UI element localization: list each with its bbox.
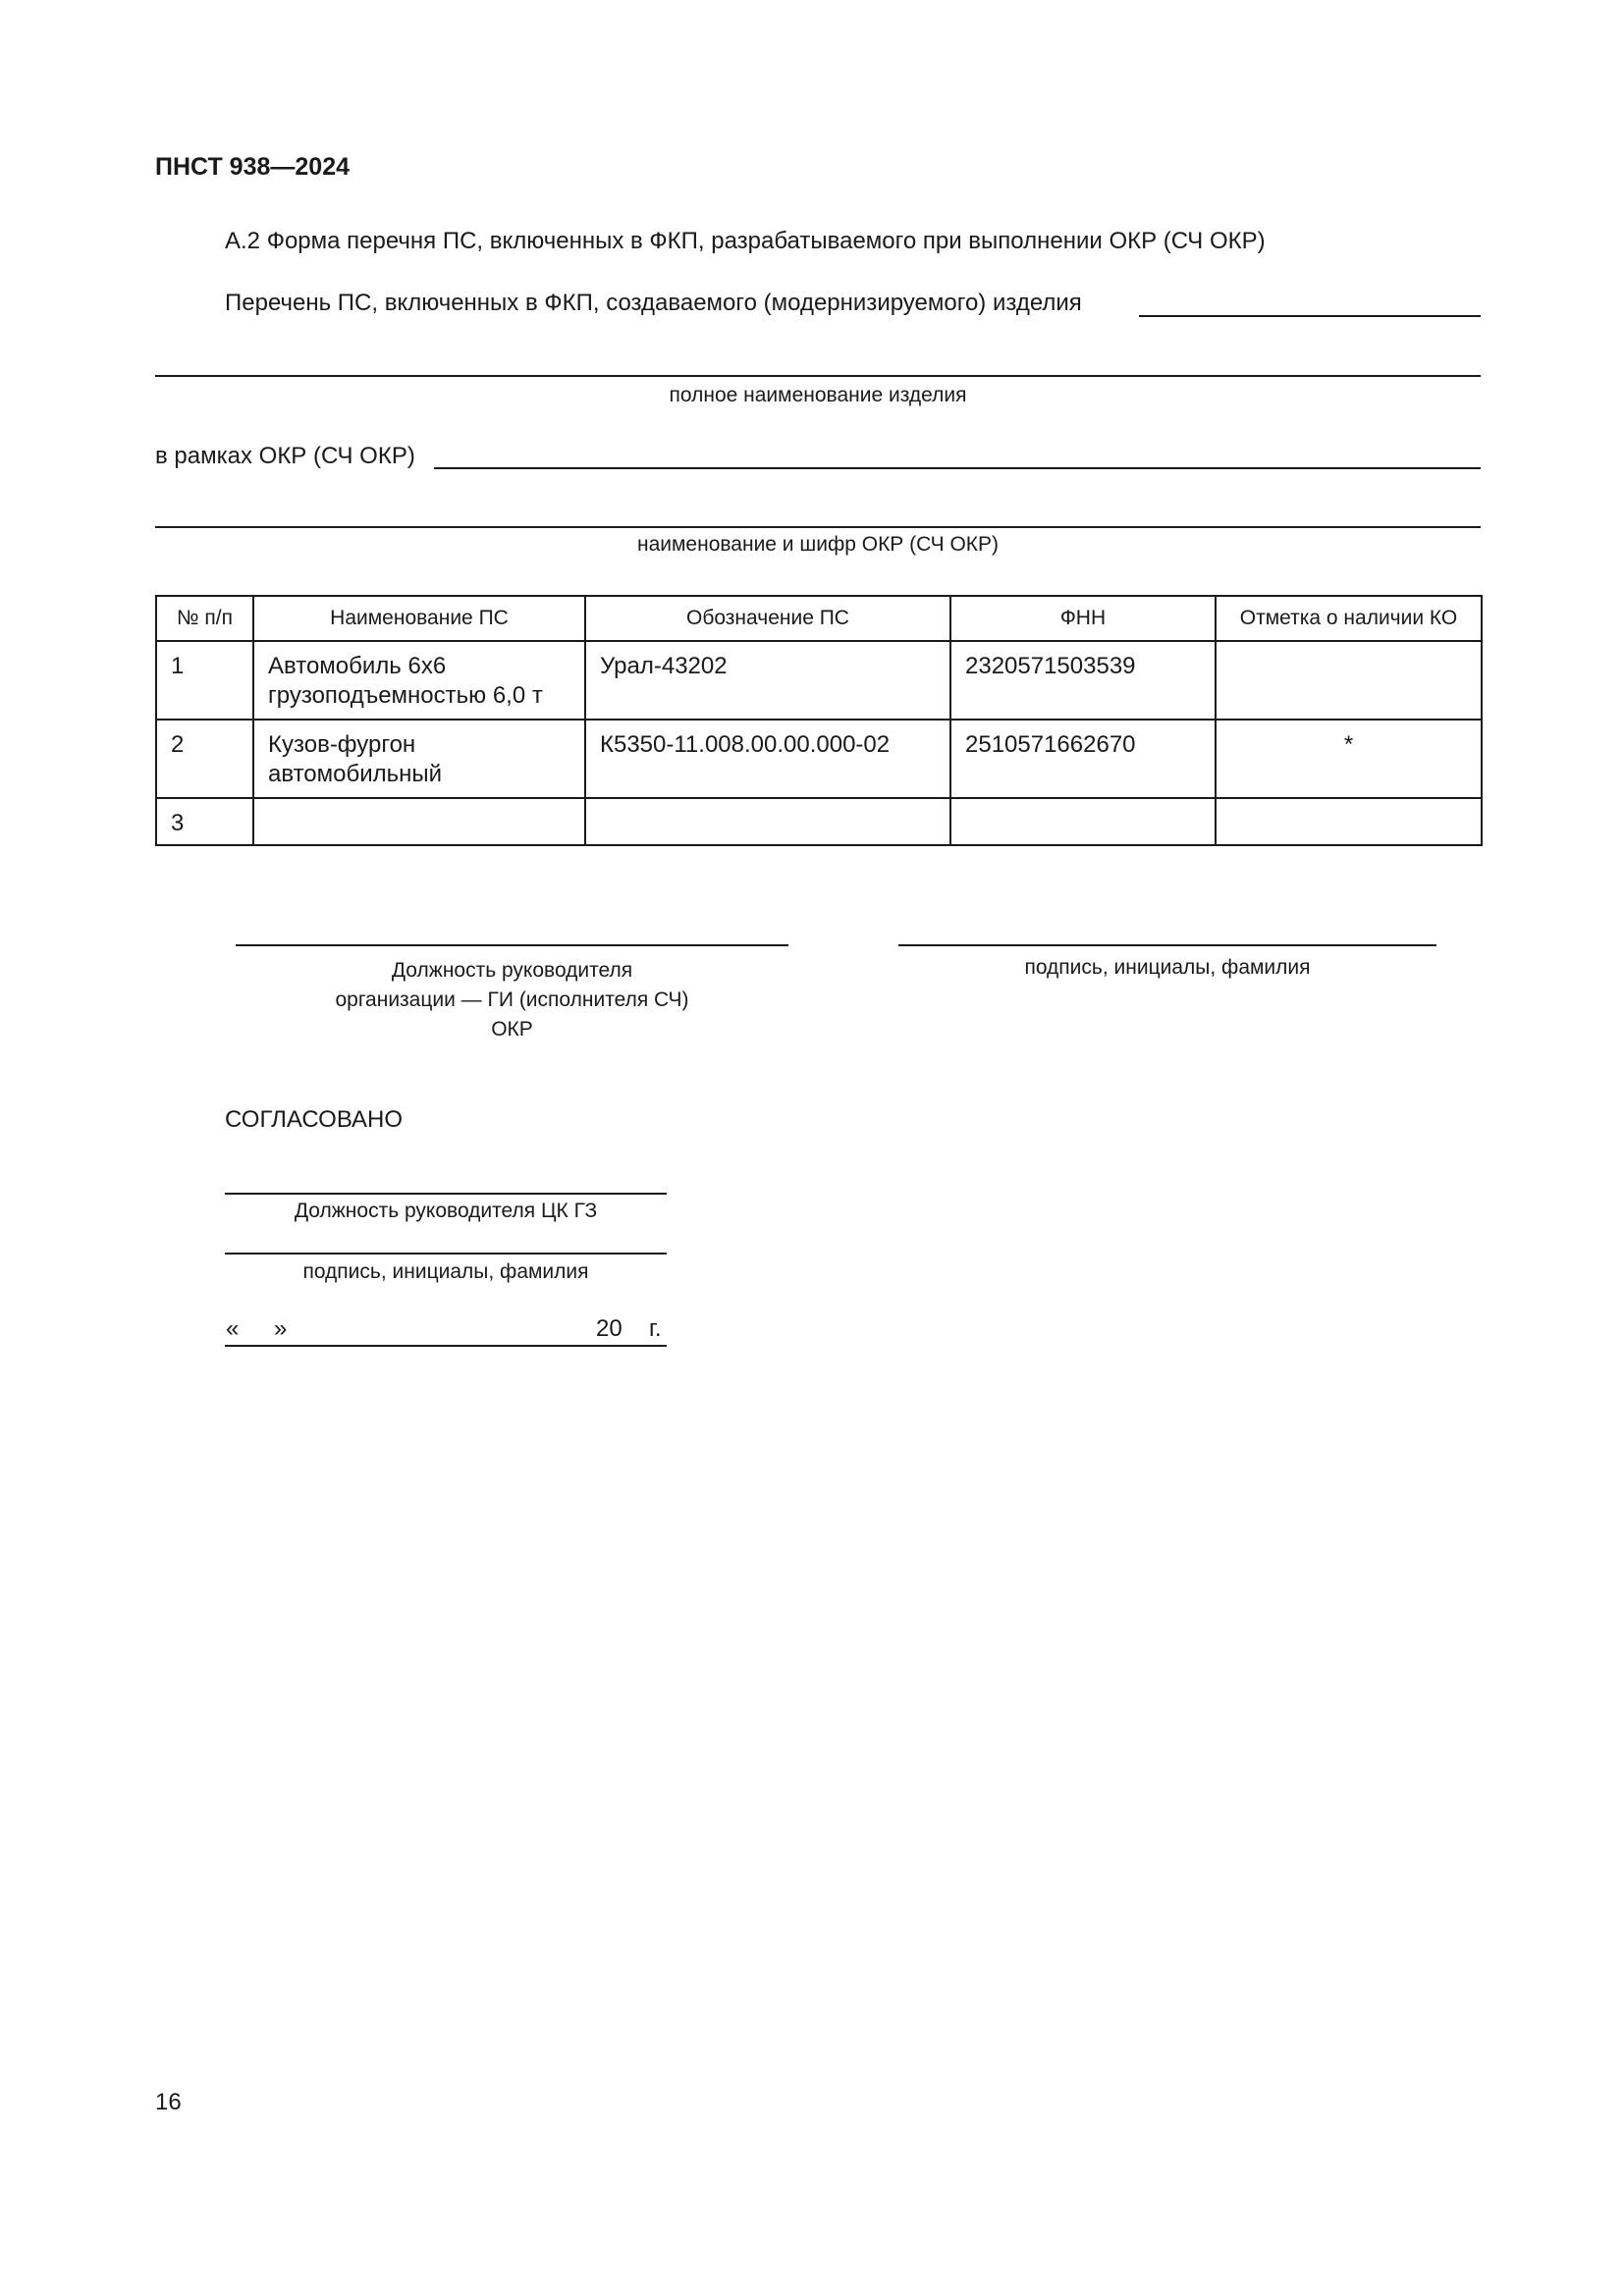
cell-ko-mark: * — [1216, 720, 1482, 798]
approval-title: СОГЛАСОВАНО — [225, 1106, 404, 1133]
column-header-ps-name: Наименование ПС — [253, 596, 585, 641]
cell-ko-mark — [1216, 641, 1482, 720]
cell-ps-name — [253, 798, 585, 845]
cell-number: 3 — [156, 798, 253, 845]
cell-ko-mark — [1216, 798, 1482, 845]
cell-ps-designation: Урал-43202 — [585, 641, 950, 720]
product-name-caption: полное наименование изделия — [669, 384, 967, 406]
date-year-suffix: г. — [649, 1315, 662, 1342]
section-title: А.2 Форма перечня ПС, включенных в ФКП, разрабатываемого при выполнении ОКР (СЧ ОКР) — [225, 228, 1266, 254]
head-position-signature-line — [236, 944, 788, 946]
okr-fill-line — [434, 467, 1481, 469]
head-position-caption-line1: Должность руководителя — [391, 959, 633, 982]
column-header-number: № п/п — [156, 596, 253, 641]
table-row — [156, 798, 1482, 845]
okr-prefix-text: в рамках ОКР (СЧ ОКР) — [155, 443, 415, 469]
head-position-caption — [236, 956, 788, 1044]
date-open-quote: « — [226, 1315, 240, 1342]
table-header-row — [156, 596, 1482, 641]
column-header-ko-mark: Отметка о наличии КО — [1216, 596, 1482, 641]
approver-position-caption: Должность руководителя ЦК ГЗ — [294, 1200, 598, 1222]
ps-list-table — [155, 595, 1483, 846]
cell-ps-name: Автомобиль 6х6 грузоподъемностью 6,0 т — [253, 641, 585, 720]
document-designation: ПНСТ 938—2024 — [155, 153, 350, 181]
column-header-fnn: ФНН — [950, 596, 1216, 641]
okr-name-line — [155, 526, 1481, 528]
page-number: 16 — [155, 2089, 182, 2115]
cell-ps-designation: К5350-11.008.00.00.000-02 — [585, 720, 950, 798]
column-header-ps-designation: Обозначение ПС — [585, 596, 950, 641]
head-position-caption-line2: организации — ГИ (исполнителя СЧ) — [335, 988, 689, 1011]
okr-name-caption: наименование и шифр ОКР (СЧ ОКР) — [636, 533, 1000, 556]
list-intro-text: Перечень ПС, включенных в ФКП, создаваемого (модернизируемого) изделия — [225, 290, 1082, 316]
head-position-caption-line3: ОКР — [491, 1018, 533, 1041]
approver-position-line — [225, 1193, 667, 1195]
product-name-fill-line — [1139, 315, 1481, 317]
table-row — [156, 720, 1482, 798]
cell-number: 2 — [156, 720, 253, 798]
date-year-prefix: 20 — [596, 1315, 623, 1342]
product-name-line — [155, 375, 1481, 377]
head-signature-line — [898, 944, 1436, 946]
approver-signature-caption: подпись, инициалы, фамилия — [302, 1260, 589, 1283]
head-signature-caption: подпись, инициалы, фамилия — [1024, 956, 1311, 979]
approval-date-line — [225, 1345, 667, 1347]
cell-fnn: 2320571503539 — [950, 641, 1216, 720]
cell-number: 1 — [156, 641, 253, 720]
cell-ps-designation — [585, 798, 950, 845]
approver-signature-line — [225, 1253, 667, 1255]
cell-fnn — [950, 798, 1216, 845]
date-close-quote: » — [274, 1315, 288, 1342]
cell-ps-name: Кузов-фургон автомобильный — [253, 720, 585, 798]
table-row — [156, 641, 1482, 720]
cell-fnn: 2510571662670 — [950, 720, 1216, 798]
